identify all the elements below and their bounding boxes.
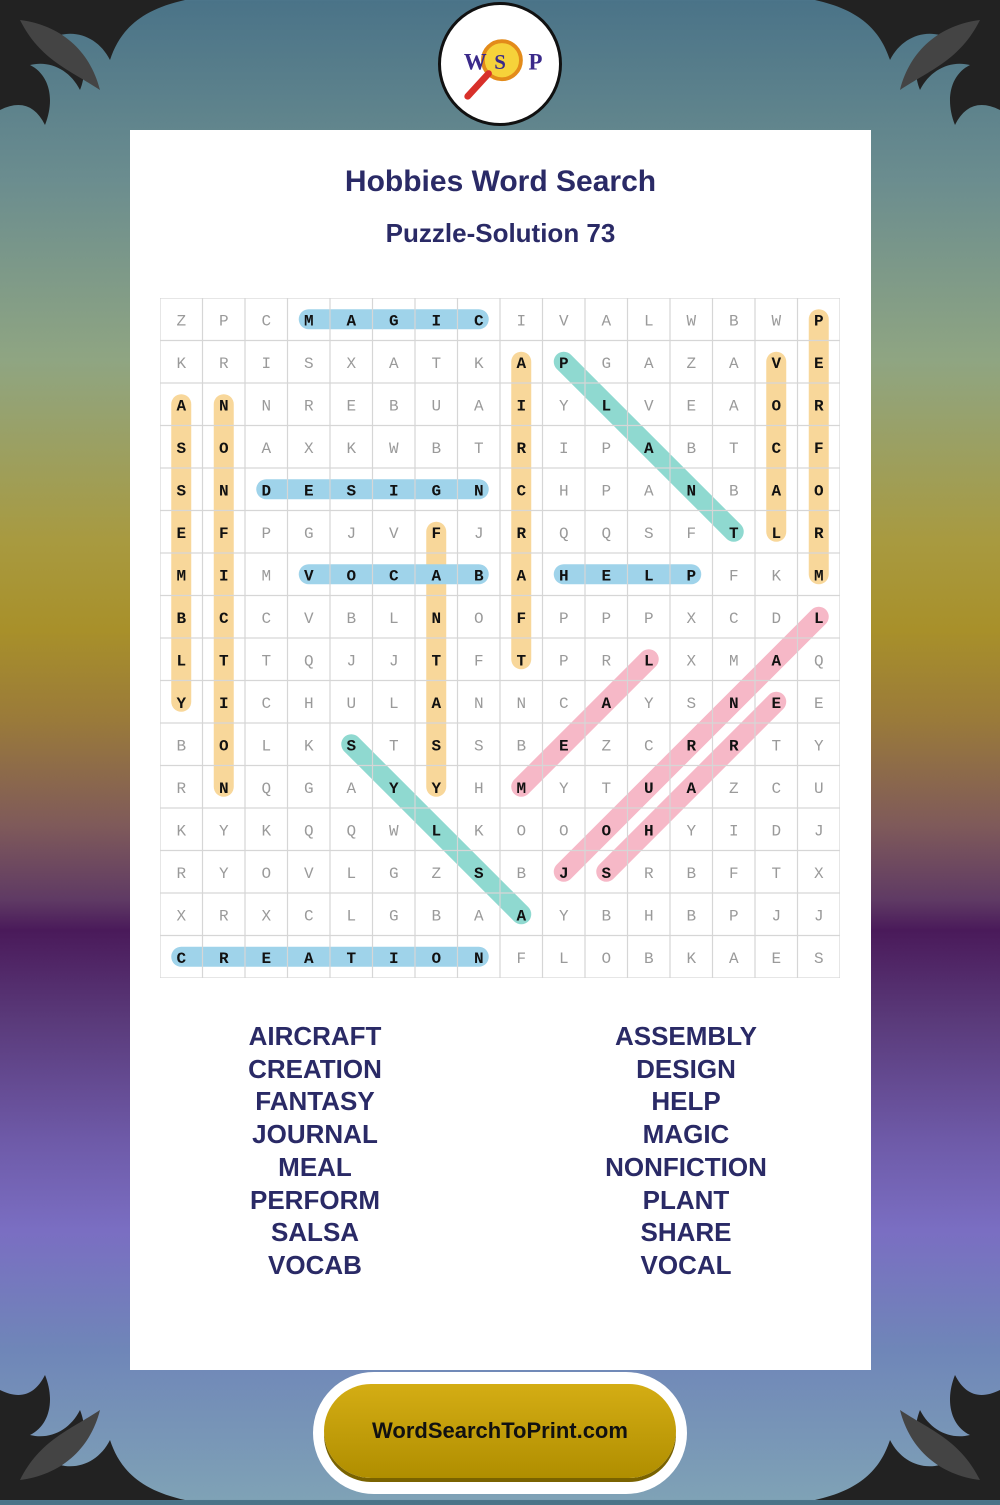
- grid-letter: B: [516, 737, 527, 756]
- grid-letter: C: [388, 567, 399, 586]
- grid-letter: S: [346, 482, 357, 501]
- grid-letter: P: [813, 312, 824, 331]
- grid-letter: A: [686, 779, 697, 798]
- word-list-item: CREATION: [248, 1053, 382, 1084]
- grid-letter: K: [176, 354, 187, 373]
- grid-letter: L: [813, 609, 824, 628]
- grid-letter: G: [431, 482, 442, 501]
- grid-letter: J: [813, 822, 824, 841]
- grid-letter: A: [728, 354, 739, 373]
- grid-letter: H: [643, 907, 654, 926]
- grid-letter: E: [303, 482, 314, 501]
- grid-letter: U: [643, 779, 654, 798]
- grid-letter: C: [771, 779, 782, 798]
- grid-letter: E: [346, 397, 357, 416]
- grid-letter: Z: [686, 354, 697, 373]
- grid-letter: O: [473, 609, 484, 628]
- grid-letter: K: [771, 567, 782, 586]
- grid-letter: R: [218, 354, 229, 373]
- grid-letter: A: [261, 439, 272, 458]
- grid-letter: N: [218, 482, 229, 501]
- grid-letter: A: [473, 907, 484, 926]
- grid-letter: I: [431, 312, 442, 331]
- grid-letter: S: [176, 439, 187, 458]
- grid-letter: J: [813, 907, 824, 926]
- grid-letter: N: [261, 397, 272, 416]
- grid-letter: W: [388, 439, 399, 458]
- grid-letter: A: [728, 397, 739, 416]
- grid-letter: K: [686, 949, 697, 968]
- grid-letter: A: [728, 949, 739, 968]
- grid-letter: U: [431, 397, 442, 416]
- grid-letter: N: [686, 482, 697, 501]
- site-link-button[interactable]: WordSearchToPrint.com: [324, 1384, 676, 1478]
- logo-letter-s: S: [494, 49, 506, 74]
- grid-letter: A: [601, 312, 612, 331]
- grid-letter: X: [346, 354, 357, 373]
- grid-letter: F: [516, 949, 527, 968]
- grid-letter: Z: [728, 779, 739, 798]
- grid-letter: T: [261, 652, 272, 671]
- word-list-item: MEAL: [278, 1151, 352, 1182]
- grid-letter: Y: [176, 694, 187, 713]
- grid-letter: G: [388, 864, 399, 883]
- grid-letter: B: [728, 482, 739, 501]
- grid-letter: L: [176, 652, 187, 671]
- grid-letter: M: [813, 567, 824, 586]
- grid-letter: A: [346, 779, 357, 798]
- grid-letter: C: [643, 737, 654, 756]
- grid-letter: R: [601, 652, 612, 671]
- grid-letter: A: [473, 397, 484, 416]
- word-list-item: AIRCRAFT: [248, 1021, 382, 1051]
- grid-letter: B: [643, 949, 654, 968]
- grid-letter: M: [261, 567, 272, 586]
- grid-letter: P: [218, 312, 229, 331]
- grid-letter: C: [303, 907, 314, 926]
- grid-letter: P: [601, 609, 612, 628]
- grid-letter: Q: [303, 822, 314, 841]
- word-list-item: SALSA: [270, 1217, 360, 1248]
- grid-letter: T: [431, 652, 442, 671]
- grid-letter: A: [303, 949, 314, 968]
- letter-grid: [160, 298, 840, 978]
- grid-letter: B: [431, 907, 442, 926]
- site-logo[interactable]: [438, 2, 562, 126]
- grid-letter: O: [346, 567, 357, 586]
- grid-letter: X: [813, 864, 824, 883]
- grid-letter: S: [346, 737, 357, 756]
- grid-letter: F: [473, 652, 484, 671]
- grid-letter: W: [686, 312, 697, 331]
- grid-letter: B: [686, 864, 697, 883]
- grid-letter: R: [643, 864, 654, 883]
- grid-letter: C: [261, 694, 272, 713]
- grid-letter: O: [813, 482, 824, 501]
- grid-letter: B: [431, 439, 442, 458]
- word-list-item: ASSEMBLY: [614, 1021, 758, 1051]
- grid-letter: J: [346, 524, 357, 543]
- grid-letter: J: [771, 907, 782, 926]
- grid-letter: Y: [558, 907, 569, 926]
- grid-letter: P: [601, 482, 612, 501]
- word-list-item: MAGIC: [642, 1119, 730, 1150]
- grid-letter: K: [473, 822, 484, 841]
- grid-letter: Q: [813, 652, 824, 671]
- grid-letter: B: [686, 439, 697, 458]
- grid-letter: E: [176, 524, 187, 543]
- grid-letter: A: [516, 354, 527, 373]
- grid-letter: S: [473, 864, 484, 883]
- grid-letter: C: [218, 609, 229, 628]
- grid-letter: C: [728, 609, 739, 628]
- grid-letter: K: [261, 822, 272, 841]
- grid-letter: T: [346, 949, 357, 968]
- word-list-item: DESIGN: [636, 1053, 736, 1084]
- grid-letter: L: [643, 652, 654, 671]
- grid-letter: L: [431, 822, 442, 841]
- grid-letter: N: [431, 609, 442, 628]
- grid-letter: X: [686, 609, 697, 628]
- grid-letter: S: [473, 737, 484, 756]
- grid-letter: H: [643, 822, 654, 841]
- grid-letter: C: [261, 609, 272, 628]
- grid-letter: F: [516, 609, 527, 628]
- grid-letter: O: [558, 822, 569, 841]
- grid-letter: H: [303, 694, 314, 713]
- grid-letter: N: [473, 482, 484, 501]
- grid-letter: R: [176, 779, 187, 798]
- grid-letter: P: [261, 524, 272, 543]
- grid-letter: A: [643, 482, 654, 501]
- grid-letter: D: [771, 822, 782, 841]
- grid-letter: W: [388, 822, 399, 841]
- page-title: Hobbies Word Search: [344, 165, 657, 198]
- grid-letter: F: [686, 524, 697, 543]
- grid-letter: S: [813, 949, 824, 968]
- grid-letter: R: [813, 524, 824, 543]
- grid-letter: L: [346, 864, 357, 883]
- grid-letter: E: [771, 694, 782, 713]
- grid-letter: N: [218, 779, 229, 798]
- grid-letter: O: [601, 822, 612, 841]
- grid-letter: Y: [558, 397, 569, 416]
- grid-letter: I: [261, 354, 272, 373]
- grid-letter: X: [176, 907, 187, 926]
- grid-letter: K: [473, 354, 484, 373]
- grid-letter: S: [643, 524, 654, 543]
- grid-letter: L: [771, 524, 782, 543]
- grid-letter: Y: [431, 779, 442, 798]
- logo-letter-w: W: [463, 49, 487, 75]
- grid-letter: X: [261, 907, 272, 926]
- grid-letter: T: [601, 779, 612, 798]
- grid-letter: F: [728, 864, 739, 883]
- grid-letter: V: [303, 567, 314, 586]
- grid-letter: S: [303, 354, 314, 373]
- grid-letter: F: [813, 439, 824, 458]
- grid-letter: P: [643, 609, 654, 628]
- grid-letter: R: [303, 397, 314, 416]
- grid-letter: J: [388, 652, 399, 671]
- grid-letter: E: [813, 694, 824, 713]
- grid-letter: B: [388, 397, 399, 416]
- grid-letter: L: [388, 694, 399, 713]
- grid-letter: L: [643, 567, 654, 586]
- grid-letter: Z: [176, 312, 187, 331]
- grid-letter: B: [516, 864, 527, 883]
- grid-letter: A: [601, 694, 612, 713]
- grid-letter: A: [643, 439, 654, 458]
- word-list-item: PERFORM: [250, 1184, 380, 1215]
- grid-letter: V: [303, 609, 314, 628]
- grid-letter: V: [388, 524, 399, 543]
- grid-letter: B: [686, 907, 697, 926]
- word-list-item: SHARE: [640, 1217, 732, 1248]
- grid-letter: E: [601, 567, 612, 586]
- grid-letter: H: [558, 482, 569, 501]
- grid-letter: I: [388, 482, 399, 501]
- grid-letter: N: [516, 694, 527, 713]
- grid-letter: J: [346, 652, 357, 671]
- grid-letter: Y: [218, 864, 229, 883]
- grid-letter: P: [558, 354, 569, 373]
- grid-letter: A: [516, 907, 527, 926]
- grid-letter: I: [558, 439, 569, 458]
- grid-letter: G: [388, 907, 399, 926]
- grid-letter: B: [346, 609, 357, 628]
- word-list-item: PLANT: [642, 1184, 730, 1215]
- grid-letter: N: [728, 694, 739, 713]
- grid-letter: W: [771, 312, 782, 331]
- grid-letter: L: [388, 609, 399, 628]
- grid-letter: Q: [601, 524, 612, 543]
- grid-letter: E: [771, 949, 782, 968]
- grid-letter: Q: [558, 524, 569, 543]
- grid-letter: T: [218, 652, 229, 671]
- grid-letter: F: [218, 524, 229, 543]
- grid-letter: L: [601, 397, 612, 416]
- logo-letter-p: P: [528, 49, 543, 75]
- grid-letter: T: [728, 439, 739, 458]
- grid-letter: S: [431, 737, 442, 756]
- grid-letter: A: [771, 652, 782, 671]
- word-list-item: JOURNAL: [252, 1119, 378, 1150]
- footer-badge: [313, 1372, 687, 1494]
- grid-letter: B: [473, 567, 484, 586]
- grid-letter: M: [516, 779, 527, 798]
- grid-letter: I: [218, 567, 229, 586]
- grid-letter: H: [558, 567, 569, 586]
- grid-letter: V: [771, 354, 782, 373]
- grid-letter: A: [431, 567, 442, 586]
- grid-letter: U: [813, 779, 824, 798]
- grid-letter: R: [218, 907, 229, 926]
- word-list-item: VOCAL: [640, 1249, 732, 1280]
- word-list-right: [501, 1020, 871, 1282]
- grid-letter: H: [473, 779, 484, 798]
- grid-letter: A: [388, 354, 399, 373]
- grid-letter: Q: [346, 822, 357, 841]
- word-list-item: FANTASY: [255, 1086, 375, 1117]
- grid-letter: O: [218, 439, 229, 458]
- grid-letter: P: [686, 567, 697, 586]
- grid-letter: O: [601, 949, 612, 968]
- grid-letter: B: [176, 737, 187, 756]
- grid-letter: J: [473, 524, 484, 543]
- grid-letter: L: [643, 312, 654, 331]
- grid-letter: J: [558, 864, 569, 883]
- grid-letter: Y: [686, 822, 697, 841]
- grid-letter: Z: [431, 864, 442, 883]
- grid-letter: S: [176, 482, 187, 501]
- grid-letter: D: [771, 609, 782, 628]
- grid-letter: O: [261, 864, 272, 883]
- grid-letter: T: [388, 737, 399, 756]
- grid-letter: T: [431, 354, 442, 373]
- grid-letter: N: [218, 397, 229, 416]
- grid-letter: A: [346, 312, 357, 331]
- grid-letter: F: [728, 567, 739, 586]
- grid-letter: D: [261, 482, 272, 501]
- grid-letter: Y: [813, 737, 824, 756]
- grid-letter: O: [218, 737, 229, 756]
- grid-letter: F: [431, 524, 442, 543]
- grid-letter: S: [601, 864, 612, 883]
- word-list-item: VOCAB: [268, 1249, 362, 1280]
- grid-letter: V: [643, 397, 654, 416]
- page-subtitle: Puzzle-Solution 73: [385, 218, 616, 248]
- grid-letter: P: [558, 652, 569, 671]
- grid-letter: Z: [601, 737, 612, 756]
- grid-letter: V: [558, 312, 569, 331]
- grid-letter: R: [728, 737, 739, 756]
- grid-letter: K: [346, 439, 357, 458]
- grid-letter: G: [601, 354, 612, 373]
- grid-letter: K: [176, 822, 187, 841]
- grid-letter: I: [218, 694, 229, 713]
- grid-letter: R: [176, 864, 187, 883]
- grid-letter: Y: [388, 779, 399, 798]
- grid-letter: T: [473, 439, 484, 458]
- grid-letter: C: [176, 949, 187, 968]
- grid-letter: N: [473, 949, 484, 968]
- grid-letter: Q: [303, 652, 314, 671]
- grid-letter: R: [218, 949, 229, 968]
- grid-letter: Y: [643, 694, 654, 713]
- grid-letter: A: [431, 694, 442, 713]
- grid-letter: G: [303, 779, 314, 798]
- grid-letter: L: [346, 907, 357, 926]
- grid-letter: B: [176, 609, 187, 628]
- grid-letter: M: [303, 312, 314, 331]
- grid-letter: X: [686, 652, 697, 671]
- grid-letter: U: [346, 694, 357, 713]
- grid-letter: I: [516, 397, 527, 416]
- grid-letter: V: [303, 864, 314, 883]
- grid-letter: T: [771, 737, 782, 756]
- grid-letter: T: [728, 524, 739, 543]
- grid-letter: P: [601, 439, 612, 458]
- word-list-item: HELP: [651, 1086, 721, 1117]
- grid-letter: N: [473, 694, 484, 713]
- grid-letter: E: [686, 397, 697, 416]
- grid-letter: S: [686, 694, 697, 713]
- grid-letter: I: [388, 949, 399, 968]
- grid-letter: K: [303, 737, 314, 756]
- grid-letter: E: [261, 949, 272, 968]
- grid-letter: R: [516, 524, 527, 543]
- grid-letter: T: [771, 864, 782, 883]
- grid-letter: Q: [261, 779, 272, 798]
- grid-letter: C: [516, 482, 527, 501]
- word-list-left: [130, 1020, 500, 1282]
- grid-letter: P: [558, 609, 569, 628]
- grid-letter: M: [176, 567, 187, 586]
- grid-letter: B: [728, 312, 739, 331]
- grid-letter: A: [516, 567, 527, 586]
- grid-letter: I: [728, 822, 739, 841]
- grid-letter: C: [771, 439, 782, 458]
- grid-letter: C: [261, 312, 272, 331]
- grid-letter: M: [728, 652, 739, 671]
- grid-letter: I: [516, 312, 527, 331]
- grid-letter: Y: [558, 779, 569, 798]
- grid-letter: O: [431, 949, 442, 968]
- grid-letter: A: [771, 482, 782, 501]
- grid-letter: O: [516, 822, 527, 841]
- grid-letter: Y: [218, 822, 229, 841]
- grid-letter: B: [601, 907, 612, 926]
- grid-letter: E: [558, 737, 569, 756]
- grid-letter: E: [813, 354, 824, 373]
- grid-letter: G: [388, 312, 399, 331]
- grid-letter: X: [303, 439, 314, 458]
- grid-letter: O: [771, 397, 782, 416]
- grid-letter: L: [558, 949, 569, 968]
- grid-letter: T: [516, 652, 527, 671]
- grid-letter: G: [303, 524, 314, 543]
- grid-letter: A: [643, 354, 654, 373]
- grid-letter: C: [473, 312, 484, 331]
- grid-letter: C: [558, 694, 569, 713]
- word-list-item: NONFICTION: [605, 1151, 767, 1182]
- grid-letter: R: [516, 439, 527, 458]
- grid-letter: A: [176, 397, 187, 416]
- grid-letter: R: [813, 397, 824, 416]
- puzzle-sheet: [130, 130, 871, 1370]
- grid-letter: L: [261, 737, 272, 756]
- grid-letter: R: [686, 737, 697, 756]
- grid-letter: P: [728, 907, 739, 926]
